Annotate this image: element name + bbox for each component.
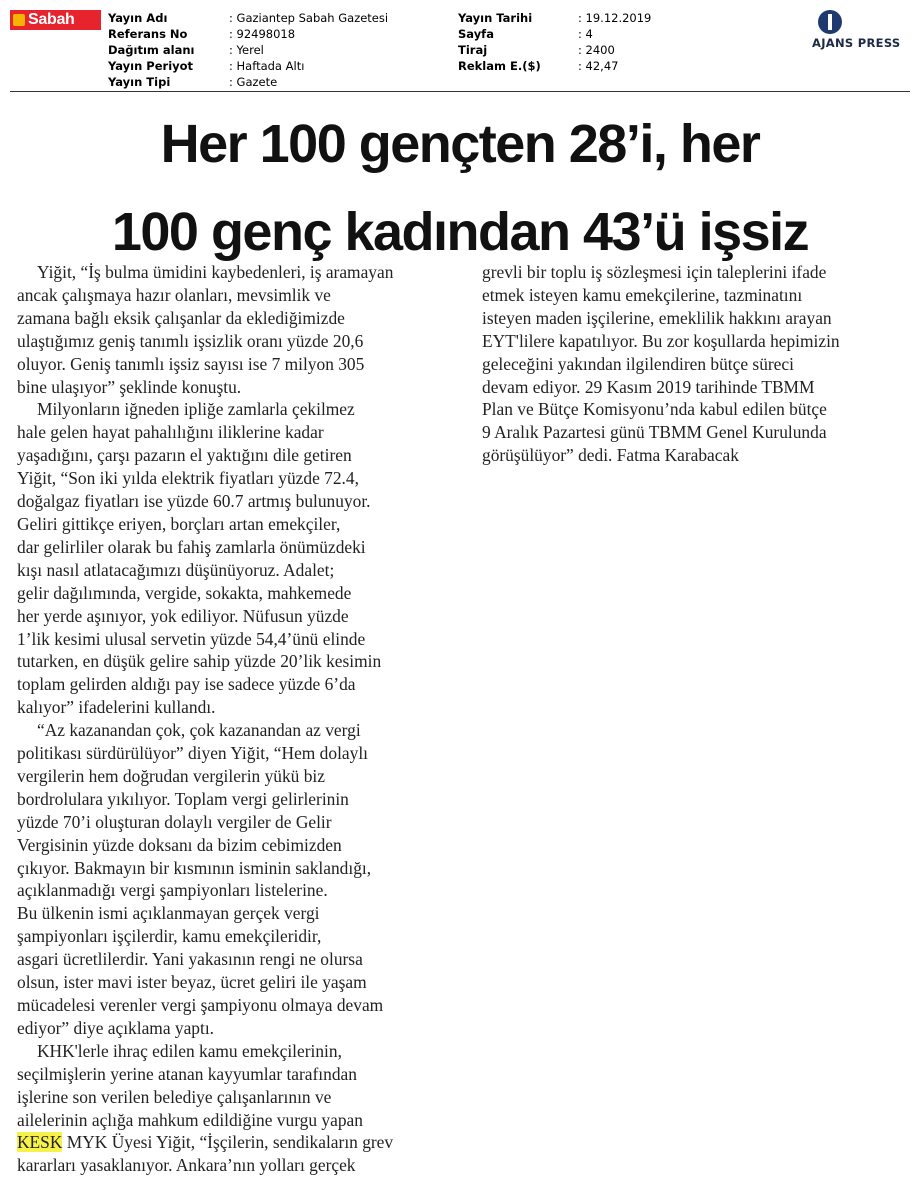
text-line: Geliri gittikçe eriyen, borçları artan emekçiler, xyxy=(17,513,341,534)
text-line: politikası sürdürülüyor” diyen Yiğit, “Hem dolaylı xyxy=(17,743,368,764)
logo-text: Sabah xyxy=(28,11,75,28)
text-line: grevli bir toplu iş sözleşmesi için taleplerini ifade xyxy=(482,262,827,282)
meta-label: Yayın Tarihi xyxy=(458,11,533,25)
text-line: Milyonların iğneden ipliğe zamlarla çekilmez xyxy=(37,399,355,420)
text-line: ailelerinin açlığa mahkum edildiğine vurgu yapan xyxy=(17,1109,363,1130)
meta-row xyxy=(458,10,651,26)
clipping-header xyxy=(0,0,920,92)
headline-line: Her 100 gençten 28’i, her xyxy=(160,114,760,174)
meta-value: : 92498018 xyxy=(229,27,296,41)
text-line: bine ulaşıyor” şeklinde konuştu. xyxy=(17,376,242,397)
text-line: ulaştığımız geniş tanımlı işsizlik oranı yüzde 20,6 xyxy=(17,330,364,351)
text-line: oluyor. Geniş tanımlı işsiz sayısı ise 7 milyon 305 xyxy=(17,353,365,374)
text-line: kışı nasıl atlatacağımızı düşünüyoruz. Adalet; xyxy=(17,559,335,580)
text-line: Plan ve Bütçe Komisyonu’nda kabul edilen bütçe xyxy=(482,399,827,420)
article-column-2 xyxy=(482,261,902,467)
text-line: Yiğit, “Son iki yılda elektrik fiyatları yüzde 72.4, xyxy=(17,468,359,489)
text-line: zamana bağlı eksik çalışanlar da eklediğimizde xyxy=(17,307,345,328)
meta-value: : 4 xyxy=(578,27,593,41)
meta-row xyxy=(458,42,651,58)
text-line: dar gelirliler olarak bu fahiş zamlarla önümüzdeki xyxy=(17,536,366,557)
text-line: olsun, ister mavi ister beyaz, ücret geliri ile yaşam xyxy=(17,972,367,993)
text-line: şampiyonları işçilerdir, kamu emekçileridir, xyxy=(17,926,322,947)
meta-value: : Haftada Altı xyxy=(229,59,305,73)
meta-label: Referans No xyxy=(108,27,188,41)
meta-row xyxy=(108,58,388,74)
text-line: asgari ücretlilerdir. Yani yakasının rengi ne olursa xyxy=(17,949,363,970)
paragraph-1 xyxy=(17,261,457,398)
text-line: kararları yasaklanıyor. Ankara’nın yolları gerçek xyxy=(17,1155,356,1176)
header-divider xyxy=(10,91,910,92)
text-line: kalıyor” ifadelerini kullandı. xyxy=(17,697,216,718)
text-line: hale gelen hayat pahalılığını iliklerine kadar xyxy=(17,422,324,443)
meta-label: Sayfa xyxy=(458,27,494,41)
text-line: “Az kazanandan çok, çok kazanandan az vergi xyxy=(37,720,361,741)
text-line: 9 Aralık Pazartesi günü TBMM Genel Kurulunda xyxy=(482,422,827,443)
meta-value: : 42,47 xyxy=(578,59,619,73)
paragraph-2 xyxy=(17,398,457,719)
ajans-globe-icon xyxy=(818,10,842,34)
meta-value: : Yerel xyxy=(229,43,264,57)
text-line: gelir dağılımında, vergide, sokakta, mahkemede xyxy=(17,582,352,603)
headline xyxy=(10,100,910,276)
meta-label: Yayın Adı xyxy=(108,11,168,25)
paragraph-5 xyxy=(482,261,902,467)
text-line: isteyen maden işçilerine, emeklilik hakkını arayan xyxy=(482,307,832,328)
text-line: seçilmişlerin yerine atanan kayyumlar tarafından xyxy=(17,1063,357,1084)
meta-label: Yayın Periyot xyxy=(108,59,194,73)
text-line: çıkıyor. Bakmayın bir kısmının isminin saklandığı, xyxy=(17,857,372,878)
text-line: bordrolulara yıkılıyor. Toplam vergi gelirlerinin xyxy=(17,788,349,809)
text-line xyxy=(17,1131,457,1154)
text-line: Vergisinin yüzde doksanı da bizim cebimizden xyxy=(17,834,342,855)
text-line: doğalgaz fiyatları ise yüzde 60.7 artmış bulunuyor. xyxy=(17,491,371,512)
meta-row xyxy=(108,26,388,42)
paragraph-4 xyxy=(17,1040,457,1177)
text-line: Yiğit, “İş bulma ümidini kaybedenleri, iş aramayan xyxy=(37,262,394,282)
highlighted-keyword: KESK xyxy=(17,1132,63,1153)
meta-label: Reklam E.($) xyxy=(458,59,541,73)
sabah-logo xyxy=(10,10,101,30)
text-line: görüşülüyor” dedi. Fatma Karabacak xyxy=(482,445,739,466)
text-line: geleceğini yakından ilgilendiren bütçe süreci xyxy=(482,353,794,374)
text-line: açıklanmadığı vergi şampiyonları listelerine. xyxy=(17,880,328,901)
text-line: Bu ülkenin ismi açıklanmayan gerçek vergi xyxy=(17,903,320,924)
meta-row xyxy=(458,26,651,42)
meta-value: : Gazete xyxy=(229,75,278,89)
meta-value: : Gaziantep Sabah Gazetesi xyxy=(229,11,389,25)
text-fragment: MYK Üyesi Yiğit, “İşçilerin, sendikaların grev xyxy=(62,1132,394,1153)
text-line: işlerine son verilen belediye çalışanlarının ve xyxy=(17,1086,332,1107)
text-line: devam ediyor. 29 Kasım 2019 tarihinde TBMM xyxy=(482,376,815,397)
text-line: KHK'lerle ihraç edilen kamu emekçilerinin, xyxy=(37,1040,342,1061)
text-line: etmek isteyen kamu emekçilerine, tazminatını xyxy=(482,284,803,305)
text-line: yaşadığını, çarşı pazarın el yaktığını dile getiren xyxy=(17,445,352,466)
text-line: ancak çalışmaya hazır olanları, mevsimlik ve xyxy=(17,284,331,305)
text-line: yüzde 70’i oluşturan dolaylı vergiler de Gelir xyxy=(17,811,332,832)
text-line: tutarken, en düşük gelire sahip yüzde 20’lik kesimin xyxy=(17,651,382,672)
meta-row xyxy=(108,42,388,58)
text-line: vergilerin hem doğrudan vergilerin yükü biz xyxy=(17,765,325,786)
sabah-logo-icon xyxy=(13,14,25,26)
text-line: mücadelesi verenler vergi şampiyonu olmaya devam xyxy=(17,995,384,1015)
article-column-1 xyxy=(17,261,457,1177)
text-line: ediyor” diye açıklama yaptı. xyxy=(17,1017,215,1038)
meta-label: Tiraj xyxy=(458,43,488,57)
text-line: 1’lik kesimi ulusal servetin yüzde 54,4’ünü elinde xyxy=(17,628,366,649)
meta-label: Dağıtım alanı xyxy=(108,43,195,57)
meta-row xyxy=(108,74,388,90)
meta-value: : 19.12.2019 xyxy=(578,11,652,25)
ajans-press-logo xyxy=(812,10,912,50)
text-line: EYT'lilere kapatılıyor. Bu zor koşullarda hepimizin xyxy=(482,330,840,351)
meta-row xyxy=(108,10,388,26)
meta-label: Yayın Tipi xyxy=(108,75,171,89)
meta-value: : 2400 xyxy=(578,43,615,57)
text-line: toplam gelirden aldığı pay ise sadece yüzde 6’da xyxy=(17,674,356,695)
meta-right xyxy=(458,10,651,74)
meta-row xyxy=(458,58,651,74)
headline-line: 100 genç kadından 43’ü işsiz xyxy=(111,202,809,262)
paragraph-3 xyxy=(17,719,457,1040)
agency-name: AJANS PRESS xyxy=(812,36,901,50)
text-line: her yerde aşınıyor, yok ediliyor. Nüfusun yüzde xyxy=(17,605,349,626)
meta-left xyxy=(108,10,388,90)
